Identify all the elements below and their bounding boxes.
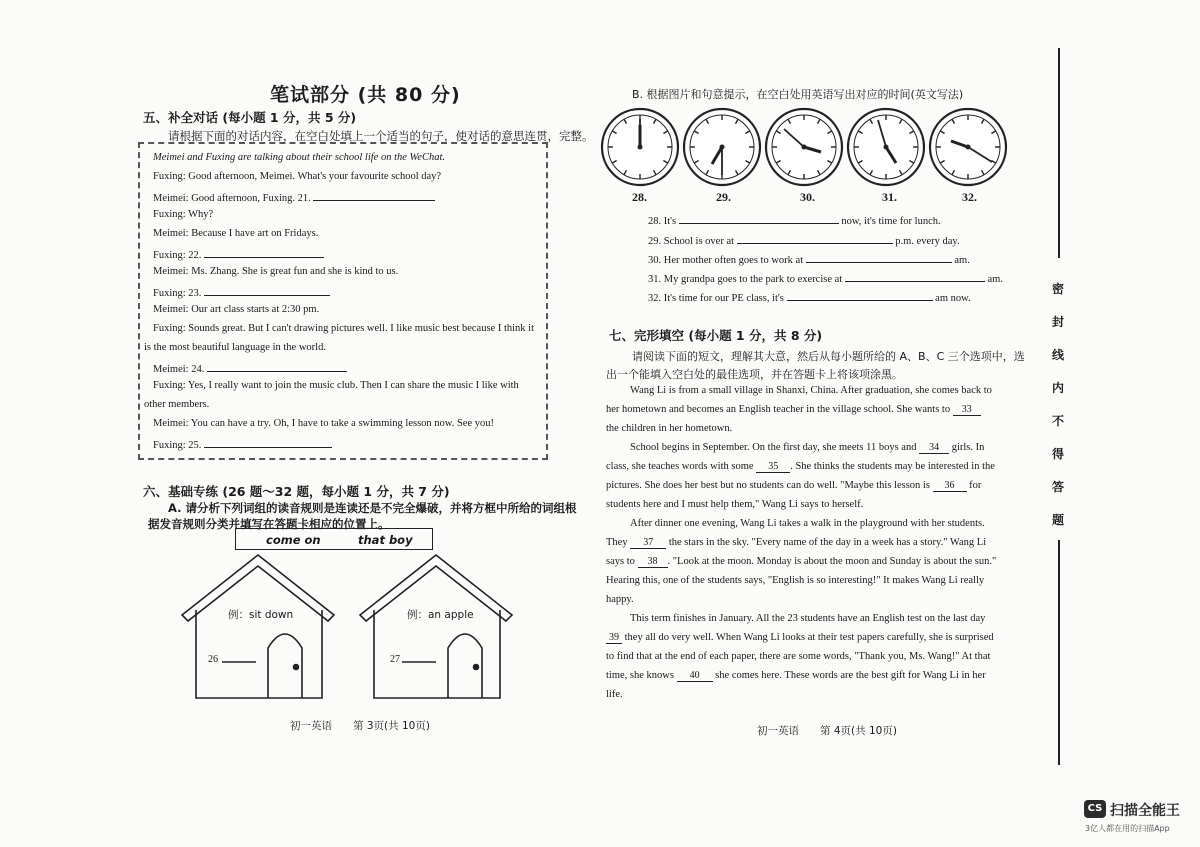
seal-char: 题 [1052, 513, 1065, 527]
clock-29 [684, 109, 760, 185]
phrase-that-boy: that boy [358, 533, 413, 547]
section-7-heading: 七、完形填空 (每小题 1 分，共 8 分) [609, 328, 823, 343]
clock-32 [930, 109, 1006, 185]
scanner-app-name: 扫描全能王 [1110, 803, 1180, 819]
dialogue-line: Meimei: Our art class starts at 2:30 pm. [153, 304, 320, 315]
seal-char: 封 [1052, 315, 1065, 329]
dialogue-line: Meimei: Because I have art on Fridays. [153, 228, 319, 239]
cloze-blank-40[interactable]: 40 [677, 670, 713, 682]
dialogue-line-25: Fuxing: 25. [153, 437, 332, 451]
phrase-come-on: come on [266, 533, 321, 547]
passage-line: students here and I must help them," Wang Li says to herself. [606, 499, 864, 510]
page-footer-right: 初一英语 第 4页(共 10页) [757, 725, 897, 737]
dialogue-line: Fuxing: Good afternoon, Meimei. What's your favourite school day? [153, 171, 442, 182]
answer-blank-22[interactable] [204, 247, 324, 258]
cloze-blank-38[interactable]: 38 [638, 556, 668, 568]
scanner-logo-icon: CS [1084, 800, 1106, 818]
page-footer-left: 初一英语 第 3页(共 10页) [290, 720, 430, 732]
dialogue-line-24: Meimei: 24. [153, 361, 347, 375]
answer-blank-21[interactable] [313, 190, 435, 201]
passage-line: Wang Li is from a small village in Shanxi, China. After graduation, she comes back to [630, 385, 992, 396]
section-6a-instruction: A. 请分析下列词组的读音规则是连读还是不完全爆破，并将方框中所给的词组根 [168, 501, 577, 515]
section-5-heading: 五、补全对话 (每小题 1 分，共 5 分) [143, 110, 357, 125]
answer-blank-32[interactable] [787, 290, 933, 301]
dialogue-line: Fuxing: Why? [153, 209, 214, 220]
house-2-example: 例：an apple [407, 609, 474, 621]
section-6a-instruction-cont: 据发音规则分类并填写在答题卡相应的位置上。 [148, 517, 390, 531]
cloze-blank-37[interactable]: 37 [630, 537, 666, 549]
passage-line-34: School begins in September. On the first day, she meets 11 boys and 34 girls. In [630, 442, 985, 453]
clock-label-32: 32. [962, 190, 977, 204]
passage-line: happy. [606, 594, 634, 605]
scanner-app-tagline: 3亿人都在用的扫描App [1085, 824, 1170, 833]
seal-line-bottom [1058, 540, 1060, 765]
clock-30 [766, 109, 842, 185]
house-1-number: 26 [208, 654, 218, 665]
cloze-blank-35[interactable]: 35 [756, 461, 790, 473]
houses-illustration [176, 550, 516, 705]
question-28: 28. It's now, it's time for lunch. [648, 213, 941, 227]
answer-blank-30[interactable] [806, 252, 952, 263]
clocks-row [600, 102, 1010, 192]
passage-line: This term finishes in January. All the 23 students have an English test on the last day [630, 613, 986, 624]
answer-blank-28[interactable] [679, 213, 839, 224]
section-5-instruction: 请根据下面的对话内容，在空白处填上一个适当的句子，使对话的意思连贯，完整。 [168, 129, 594, 143]
passage-line-36: pictures. She does her best but no students can do well. "Maybe this lesson is 36 for [606, 480, 982, 491]
passage-line: life. [606, 689, 623, 700]
answer-blank-23[interactable] [204, 285, 330, 296]
seal-char: 密 [1052, 282, 1065, 296]
section-7-instruction-cont: 出一个能填入空白处的最佳选项，并在答题卡上将该项涂黑。 [606, 368, 903, 381]
seal-char: 答 [1052, 480, 1065, 494]
dialogue-intro: Meimei and Fuxing are talking about their school life on the WeChat. [153, 152, 446, 163]
question-32: 32. It's time for our PE class, it's am now. [648, 290, 971, 304]
clock-label-31: 31. [882, 190, 897, 204]
passage-line-39: 39 they all do very well. When Wang Li looks at their test papers carefully, she is surprised [606, 632, 994, 644]
seal-char: 线 [1052, 348, 1065, 362]
dialogue-line: other members. [144, 399, 210, 410]
dialogue-line: Meimei: You can have a try. Oh, I have to take a swimming lesson now. See you! [153, 418, 494, 429]
clock-28 [602, 109, 678, 185]
dialogue-line: is the most beautiful language in the world. [144, 342, 326, 353]
cloze-blank-39[interactable]: 39 [606, 632, 622, 644]
seal-char: 内 [1052, 381, 1065, 395]
clock-label-29: 29. [716, 190, 731, 204]
clock-label-28: 28. [632, 190, 647, 204]
seal-char: 不 [1052, 414, 1065, 428]
dialogue-line: Fuxing: Yes, I really want to join the music club. Then I can share the music I like with [153, 380, 519, 391]
section-6-heading: 六、基础专练 (26 题～32 题，每小题 1 分，共 7 分) [143, 484, 450, 499]
house-2-number: 27 [390, 654, 400, 665]
passage-line: the children in her hometown. [606, 423, 733, 434]
question-30: 30. Her mother often goes to work at am. [648, 252, 970, 266]
seal-char: 得 [1052, 447, 1065, 461]
dialogue-line: Meimei: Ms. Zhang. She is great fun and she is kind to us. [153, 266, 399, 277]
passage-line-38: says to 38 . "Look at the moon. Monday is about the moon and Sunday is about the sun." [606, 556, 997, 567]
cloze-blank-33[interactable]: 33 [953, 404, 981, 416]
question-29: 29. School is over at p.m. every day. [648, 233, 960, 247]
dialogue-line: Fuxing: Sounds great. But I can't drawing pictures well. I like music best because I think it [153, 323, 534, 334]
answer-blank-24[interactable] [207, 361, 347, 372]
clock-label-30: 30. [800, 190, 815, 204]
clock-31 [848, 109, 924, 185]
section-7-instruction: 请阅读下面的短文，理解其大意，然后从每小题所给的 A、B、C 三个选项中，选 [632, 350, 1025, 363]
passage-line-37: They 37 the stars in the sky. "Every name of the day in a week has a story." Wang Li [606, 537, 987, 548]
answer-blank-31[interactable] [845, 271, 985, 282]
passage-line: to find that at the end of each paper, there are some words, "Thank you, Ms. Wang!" At that [606, 651, 991, 662]
passage-line: After dinner one evening, Wang Li takes a walk in the playground with her students. [630, 518, 985, 529]
question-31: 31. My grandpa goes to the park to exercise at am. [648, 271, 1003, 285]
section-b-heading: B. 根据图片和句意提示，在空白处用英语写出对应的时间(英文写法) [632, 88, 964, 101]
passage-line-33: her hometown and becomes an English teacher in the village school. She wants to 33 [606, 404, 981, 416]
passage-line-35: class, she teaches words with some 35 . She thinks the students may be interested in the [606, 461, 995, 472]
answer-blank-25[interactable] [204, 437, 332, 448]
passage-line-40: time, she knows 40 she comes here. These words are the best gift for Wang Li in her [606, 670, 986, 681]
passage-line: Hearing this, one of the students says, "English is so interesting!" It makes Wang Li really [606, 575, 985, 586]
dialogue-line-22: Fuxing: 22. [153, 247, 324, 261]
seal-line-top [1058, 48, 1060, 258]
answer-blank-29[interactable] [737, 233, 893, 244]
page-title: 笔试部分 (共 80 分) [270, 84, 461, 106]
cloze-blank-36[interactable]: 36 [933, 480, 967, 492]
phrase-box [235, 528, 433, 550]
cloze-blank-34[interactable]: 34 [919, 442, 949, 454]
dialogue-line-23: Fuxing: 23. [153, 285, 330, 299]
house-1-example: 例：sit down [228, 609, 294, 621]
dialogue-line-21: Meimei: Good afternoon, Fuxing. 21. [153, 190, 435, 204]
